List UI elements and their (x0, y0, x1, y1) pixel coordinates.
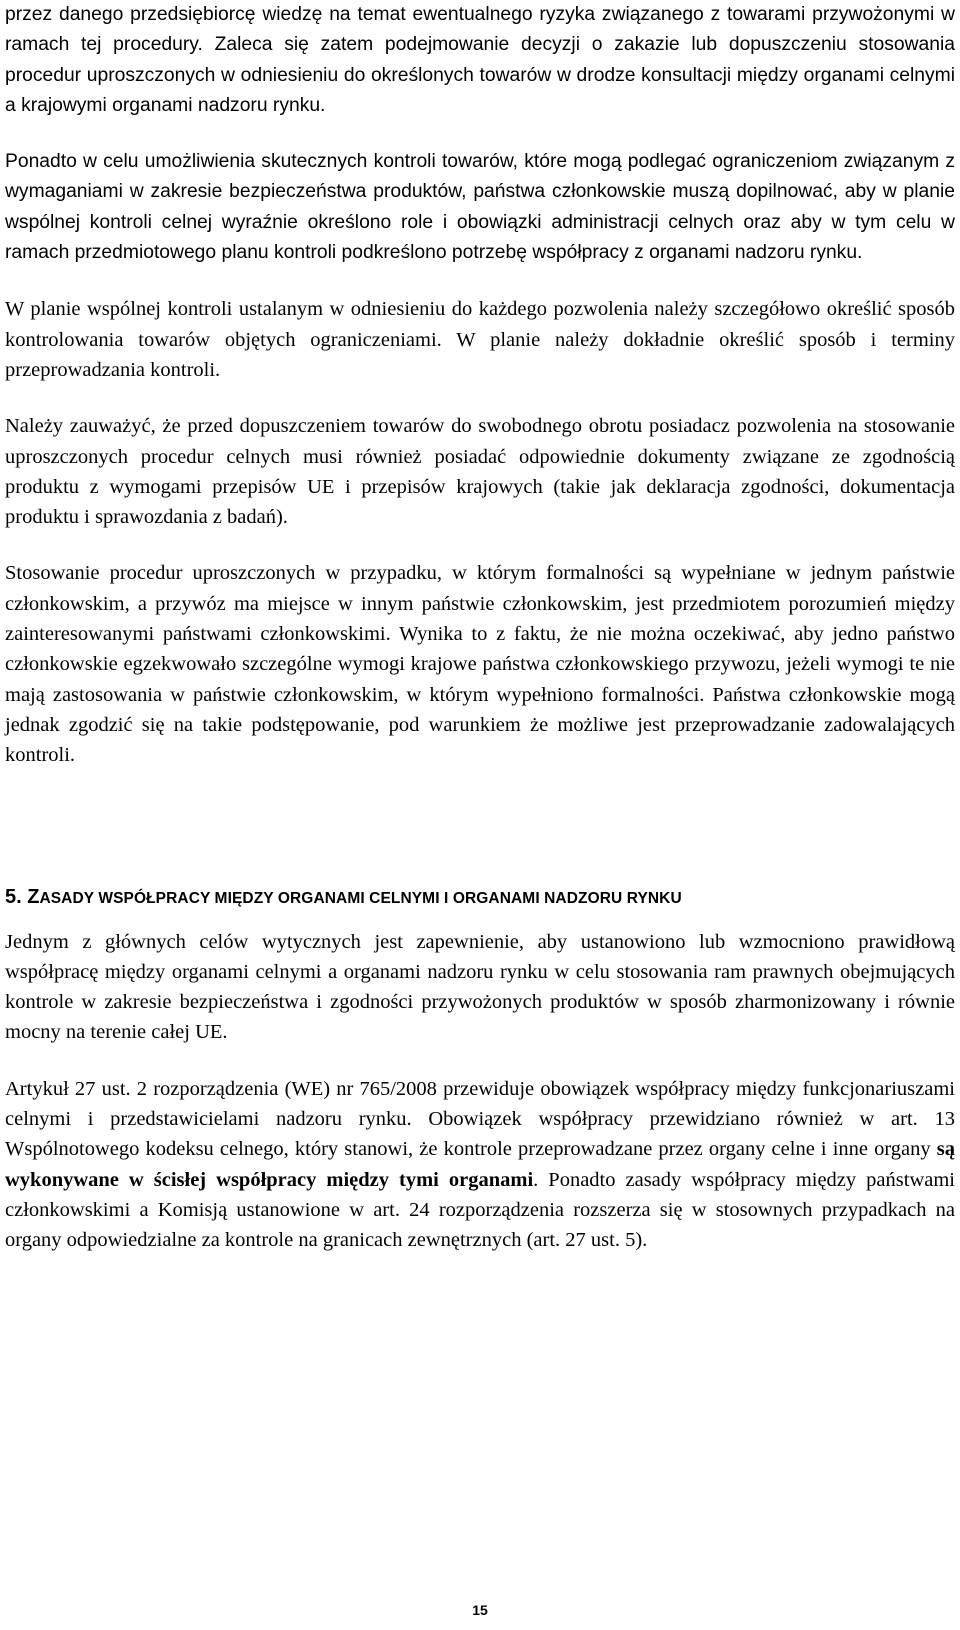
paragraph-article-27 (5, 1074, 955, 1256)
article-27-bold-emphasis: są wykonywane w ścisłej współpracy między tymi organami (5, 1138, 955, 1191)
paragraph-member-states-agreements: Stosowanie procedur uproszczonych w przypadku, w którym formalności są wypełniane w jednym państwie członkowskim, a przywóz ma miejsce w innym państwie członkowskim, jest przedmiotem porozumień między zainteresowanymi państwami członkowskimi. Wynika to z faktu, że nie można oczekiwać, aby jedno państwo członkowskie egzekwowało szczególne wymogi krajowe państwa członkowskiego przywozu, jeżeli wymogi te nie mają zastosowania w państwie członkowskim, w którym wypełniono formalności. Państwa członkowskie mogą jednak zgodzić się na takie podstępowanie, pod warunkiem że możliwe jest przeprowadzanie zadowalających kontroli. (5, 562, 955, 767)
paragraph-guidelines-goal: Jednym z głównych celów wytycznych jest zapewnienie, aby ustanowiono lub wzmocniono prawidłową współpracę między organami celnymi a organami nadzoru rynku w celu stosowania ram prawnych obejmujących kontrole w zakresie bezpieczeństwa i zgodności przywożonych produktów w sposób zharmonizowany i równie mocny na terenie całej UE. (5, 930, 955, 1044)
paragraph-control-plan-roles: Ponadto w celu umożliwienia skutecznych kontroli towarów, które mogą podlegać ograniczeniom związanym z wymaganiami w zakresie bezpieczeństwa produktów, państwa członkowskie muszą dopilnować, aby w planie wspólnej kontroli celnej wyraźnie określono role i obowiązki administracji celnych oraz aby w tym celu w ramach przedmiotowego planu kontroli podkreślono potrzebę współpracy z organami nadzoru rynku. (5, 151, 955, 264)
section-heading-title: ASADY WSPÓŁPRACY MIĘDZY ORGANAMI CELNYMI I ORGANAMI NADZORU RYNKU (39, 889, 682, 907)
page-number: 15 (472, 1602, 488, 1618)
section-heading (5, 881, 955, 914)
paragraph-procedures-decision: przez danego przedsiębiorcę wiedzę na temat ewentualnego ryzyka związanego z towarami przywożonymi w ramach tej procedury. Zaleca się zatem podejmowanie decyzji o zakazie lub dopuszczeniu stosowania procedur uproszczonych w odniesieniu do określonych towarów w drodze konsultacji między organami celnymi a krajowymi organami nadzoru rynku. (5, 4, 955, 116)
article-27-text-end: . Ponadto zasady współpracy między państwami członkowskimi a Komisją ustanowione w art. 24 rozporządzenia rozszerza się w stosownych przypadkach na organy odpowiedzialne za kontrole na granicach zewnętrznych (art. 27 ust. 5). (5, 1168, 955, 1252)
article-27-text-start: Artykuł 27 ust. 2 rozporządzenia (WE) nr 765/2008 przewiduje obowiązek współpracy między funkcjonariuszami celnymi i przedstawicielami nadzoru rynku. Obowiązek współpracy przewidziano również w art. 13 Wspólnotowego kodeksu celnego, który stanowi, że kontrole przeprowadzane przez organy celne i inne organy (5, 1077, 955, 1161)
document-page (5, 0, 955, 1256)
paragraph-joint-control-plan: W planie wspólnej kontroli ustalanym w odniesieniu do każdego pozwolenia należy szczegółowo określić sposób kontrolowania towarów objętych ograniczeniami. W planie należy dokładnie określić sposób i terminy przeprowadzania kontroli. (5, 298, 955, 381)
section-heading-number: 5. Z (5, 885, 40, 908)
paragraph-documents-conformity: Należy zauważyć, że przed dopuszczeniem towarów do swobodnego obrotu posiadacz pozwolenia na stosowanie uproszczonych procedur celnych musi również posiadać odpowiednie dokumenty związane ze zgodnością produktu z wymogami przepisów UE i przepisów krajowych (takie jak deklaracja zgodności, dokumentacja produktu i sprawozdania z badań). (5, 415, 955, 529)
